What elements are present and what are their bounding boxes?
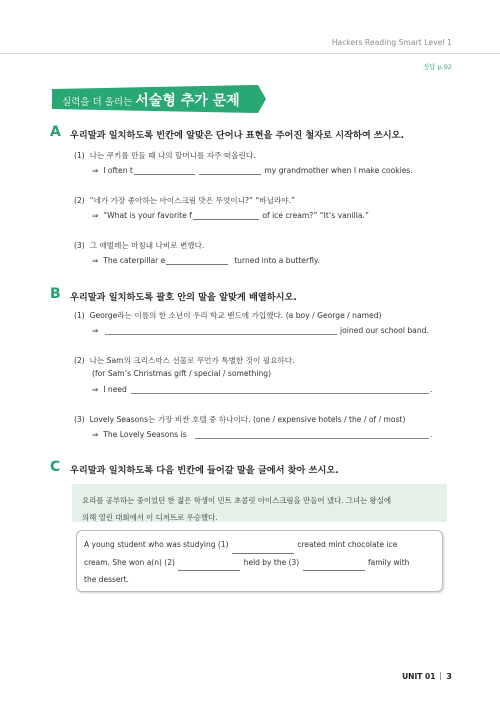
question-a2-english: ⇒ “What is your favorite f of ice cream?” “It’s vanilla.” — [92, 211, 369, 220]
header-rule — [0, 53, 500, 54]
answer-blank-2[interactable] — [178, 563, 240, 571]
banner-lead: 실력을 더 올리는 — [62, 97, 133, 108]
english-passage-card — [72, 522, 447, 592]
arrow-icon: ⇒ — [92, 256, 99, 265]
question-b3-korean: (3) Lovely Seasons는 가장 비싼 호텔 중 하나이다. (one / expensive hotels / the / of / most) — [74, 415, 406, 424]
question-b2-english: ⇒ I need — [92, 385, 127, 394]
footer-divider — [440, 672, 441, 680]
question-b1-korean: (1) George라는 이름의 한 소년이 우리 학교 밴드에 가입했다. (a boy / George / named) — [74, 311, 382, 320]
page-number: 3 — [446, 672, 452, 681]
question-a3-korean: (3) 그 애벌레는 마침내 나비로 변했다. — [74, 241, 205, 250]
unit-label: UNIT 01 — [402, 672, 436, 681]
answer-line[interactable] — [195, 438, 429, 439]
section-b-letter: B — [50, 286, 61, 302]
banner-title: 서술형 추가 문제 — [135, 93, 240, 109]
answer-blank[interactable] — [134, 167, 195, 175]
section-c-instruction: 우리말과 일치하도록 다음 빈칸에 들어갈 말을 글에서 찾아 쓰시오. — [70, 465, 339, 476]
question-b2-hint: (for Sam’s Christmas gift / special / something) — [92, 369, 272, 378]
arrow-icon: ⇒ — [92, 430, 99, 439]
question-a1-korean: (1) 나는 쿠키를 만들 때 나의 할머니를 자주 떠올린다. — [74, 151, 256, 160]
answer-blank[interactable] — [199, 167, 261, 175]
book-title: Hackers Reading Smart Level 1 — [331, 38, 452, 47]
section-banner — [52, 85, 266, 113]
section-a-letter: A — [50, 124, 61, 140]
arrow-icon: ⇒ — [92, 385, 99, 394]
arrow-icon: ⇒ — [92, 326, 99, 335]
question-b3-tail: . — [430, 430, 433, 439]
korean-summary-text: 요리를 공부하는 중이었던 한 젊은 학생이 민트 초콜릿 아이스크림을 만들어 냈다. 그녀는 왕실에 의해 열린 대회에서 이 디저트로 우승했다. — [82, 496, 391, 522]
section-c-letter: C — [50, 459, 61, 475]
section-a-instruction: 우리말과 일치하도록 빈칸에 알맞은 단어나 표현을 주어진 철자로 시작하여 쓰시오. — [70, 130, 405, 141]
question-a2-korean: (2) “네가 가장 좋아하는 아이스크림 맛은 무엇이니?” “바닐라야.” — [74, 196, 295, 205]
question-b3-english: ⇒ The Lovely Seasons is — [92, 430, 187, 439]
page-footer — [402, 672, 452, 681]
question-b1-tail: joined our school band. — [340, 326, 429, 335]
question-b1-english — [92, 326, 98, 335]
question-a1-english: ⇒ I often t my grandmother when I make cookies. — [92, 166, 413, 175]
answer-blank[interactable] — [193, 212, 259, 220]
answer-line[interactable] — [131, 393, 429, 394]
korean-summary-box — [72, 484, 447, 522]
section-b-instruction: 우리말과 일치하도록 괄호 안의 말을 알맞게 배열하시오. — [70, 292, 297, 303]
answer-line[interactable] — [105, 334, 337, 335]
answer-blank-1[interactable] — [232, 546, 294, 554]
answer-page-ref: 정답 p.92 — [422, 63, 452, 71]
question-a3-english: ⇒ The caterpillar e turned into a butterfly. — [92, 256, 320, 265]
answer-blank-3[interactable] — [303, 563, 365, 571]
arrow-icon: ⇒ — [92, 166, 99, 175]
question-b2-korean: (2) 나는 Sam의 크리스마스 선물로 무언가 특별한 것이 필요하다. — [74, 356, 295, 365]
answer-blank[interactable] — [166, 257, 228, 265]
english-passage-text: A young student who was studying (1) created mint chocolate ice cream. She won a(n) (2) held by the (3) family with the dessert. — [84, 540, 410, 584]
question-b2-tail: . — [430, 385, 433, 394]
arrow-icon: ⇒ — [92, 211, 99, 220]
